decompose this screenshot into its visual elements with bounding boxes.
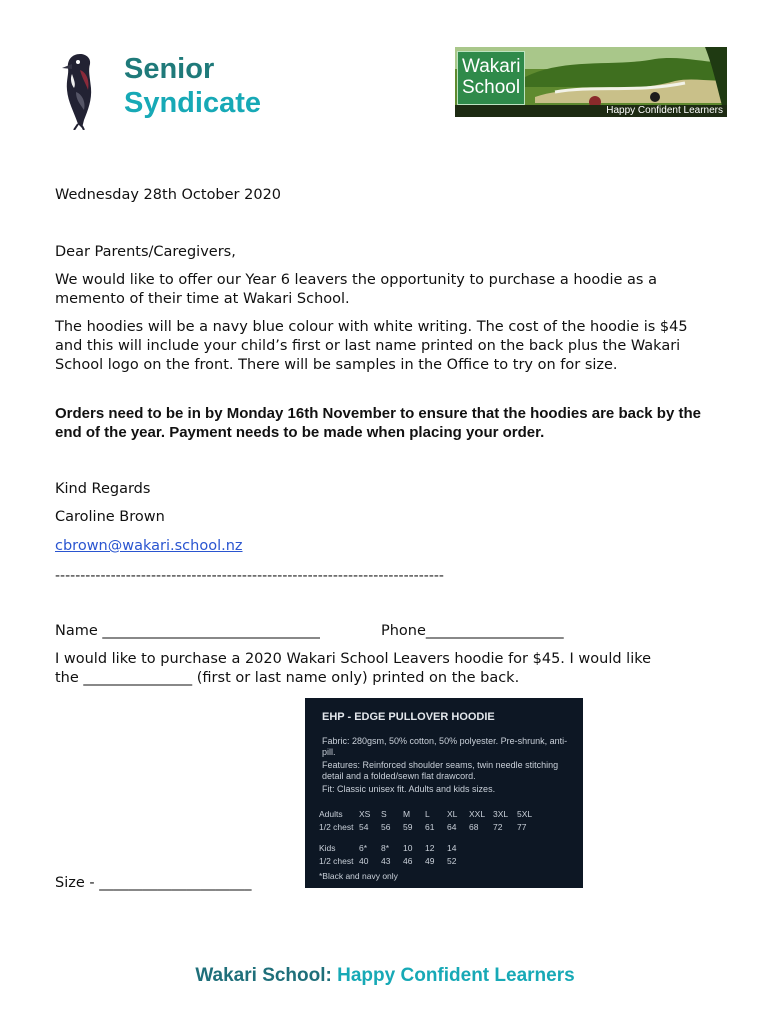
table-cell: 64 [447, 822, 457, 832]
table-cell: 10 [403, 843, 413, 853]
table-cell: 1/2 chest [319, 856, 354, 866]
table-cell: 6* [359, 843, 368, 853]
table-cell: 56 [381, 822, 391, 832]
wakari-school-logo [455, 47, 727, 117]
table-cell: 3XL [493, 809, 509, 819]
closing: Kind Regards [55, 481, 151, 497]
table-cell: Kids [319, 843, 336, 853]
footer-tagline: Happy Confident Learners [337, 965, 575, 986]
spec-fabric: Fabric: 280gsm, 50% cotton, 50% polyester. Pre-shrunk, anti-pill. [322, 736, 568, 757]
table-cell: 59 [403, 822, 413, 832]
salutation: Dear Parents/Caregivers, [55, 244, 236, 260]
tui-bird-icon [58, 50, 108, 130]
table-cell: 61 [425, 822, 435, 832]
logo-tagline: Happy Confident Learners [606, 105, 723, 116]
spec-title: EHP - EDGE PULLOVER HOODIE [322, 711, 495, 723]
title-senior: Senior [124, 53, 215, 85]
signature-name: Caroline Brown [55, 509, 165, 525]
table-cell: 77 [517, 822, 527, 832]
paragraph-offer: We would like to offer our Year 6 leavers the opportunity to purchase a hoodie as a memento of their time at Wakari School. [55, 272, 657, 307]
tear-off-divider: ----------------------------------------------------------------------------- [55, 568, 444, 584]
phone-field[interactable]: Phone___________________ [381, 623, 564, 639]
purchase-line-1: I would like to purchase a 2020 Wakari School Leavers hoodie for $45. I would like [55, 651, 652, 667]
logo-wordmark-box [457, 51, 525, 105]
hoodie-spec-image [305, 698, 583, 888]
table-cell: 14 [447, 843, 457, 853]
logo-word-wakari: Wakari [462, 56, 521, 77]
table-cell: XXL [469, 809, 486, 819]
letter-date: Wednesday 28th October 2020 [55, 187, 282, 203]
paragraph-deadline: Orders need to be in by Monday 16th November to ensure that the hoodies are back by the end of the year. Payment needs to be made when placing your order. [55, 405, 701, 441]
size-field[interactable]: Size - _____________________ [55, 875, 252, 891]
paragraph-details: The hoodies will be a navy blue colour with white writing. The cost of the hoodie is $45 and this will include your child’s first or last name printed on the back plus the Wakari School logo on the front. There will be samples in the Office to try on for size. [55, 319, 688, 373]
table-cell: 40 [359, 856, 369, 866]
spec-note-text: *Black and navy only [319, 871, 398, 881]
table-cell: 52 [447, 856, 457, 866]
purchase-line-2[interactable]: the _______________ (first or last name only) printed on the back. [55, 670, 520, 686]
table-cell: S [381, 809, 387, 819]
title-syndicate: Syndicate [124, 87, 261, 119]
table-cell: XS [359, 809, 371, 819]
table-cell: 1/2 chest [319, 822, 354, 832]
email-link[interactable]: cbrown@wakari.school.nz [55, 538, 243, 554]
table-cell: 54 [359, 822, 369, 832]
table-cell: 46 [403, 856, 413, 866]
table-cell: 8* [381, 843, 390, 853]
logo-word-school: School [462, 77, 521, 98]
table-cell: 5XL [517, 809, 533, 819]
table-cell: XL [447, 809, 458, 819]
table-cell: 68 [469, 822, 479, 832]
footer-school-name: Wakari School: [195, 965, 332, 986]
table-cell: 12 [425, 843, 435, 853]
table-cell: M [403, 809, 411, 819]
spec-fit: Fit: Classic unisex fit. Adults and kids sizes. [322, 784, 496, 794]
spec-features: Features: Reinforced shoulder seams, twin needle stitching detail and a folded/sewn flat drawcord. [322, 760, 559, 781]
table-cell: 43 [381, 856, 391, 866]
table-cell: Adults [319, 809, 343, 819]
table-cell: 72 [493, 822, 503, 832]
table-cell: L [425, 809, 430, 819]
name-field[interactable]: Name ______________________________ [55, 623, 320, 639]
footer-motto [0, 965, 770, 987]
table-cell: 49 [425, 856, 435, 866]
